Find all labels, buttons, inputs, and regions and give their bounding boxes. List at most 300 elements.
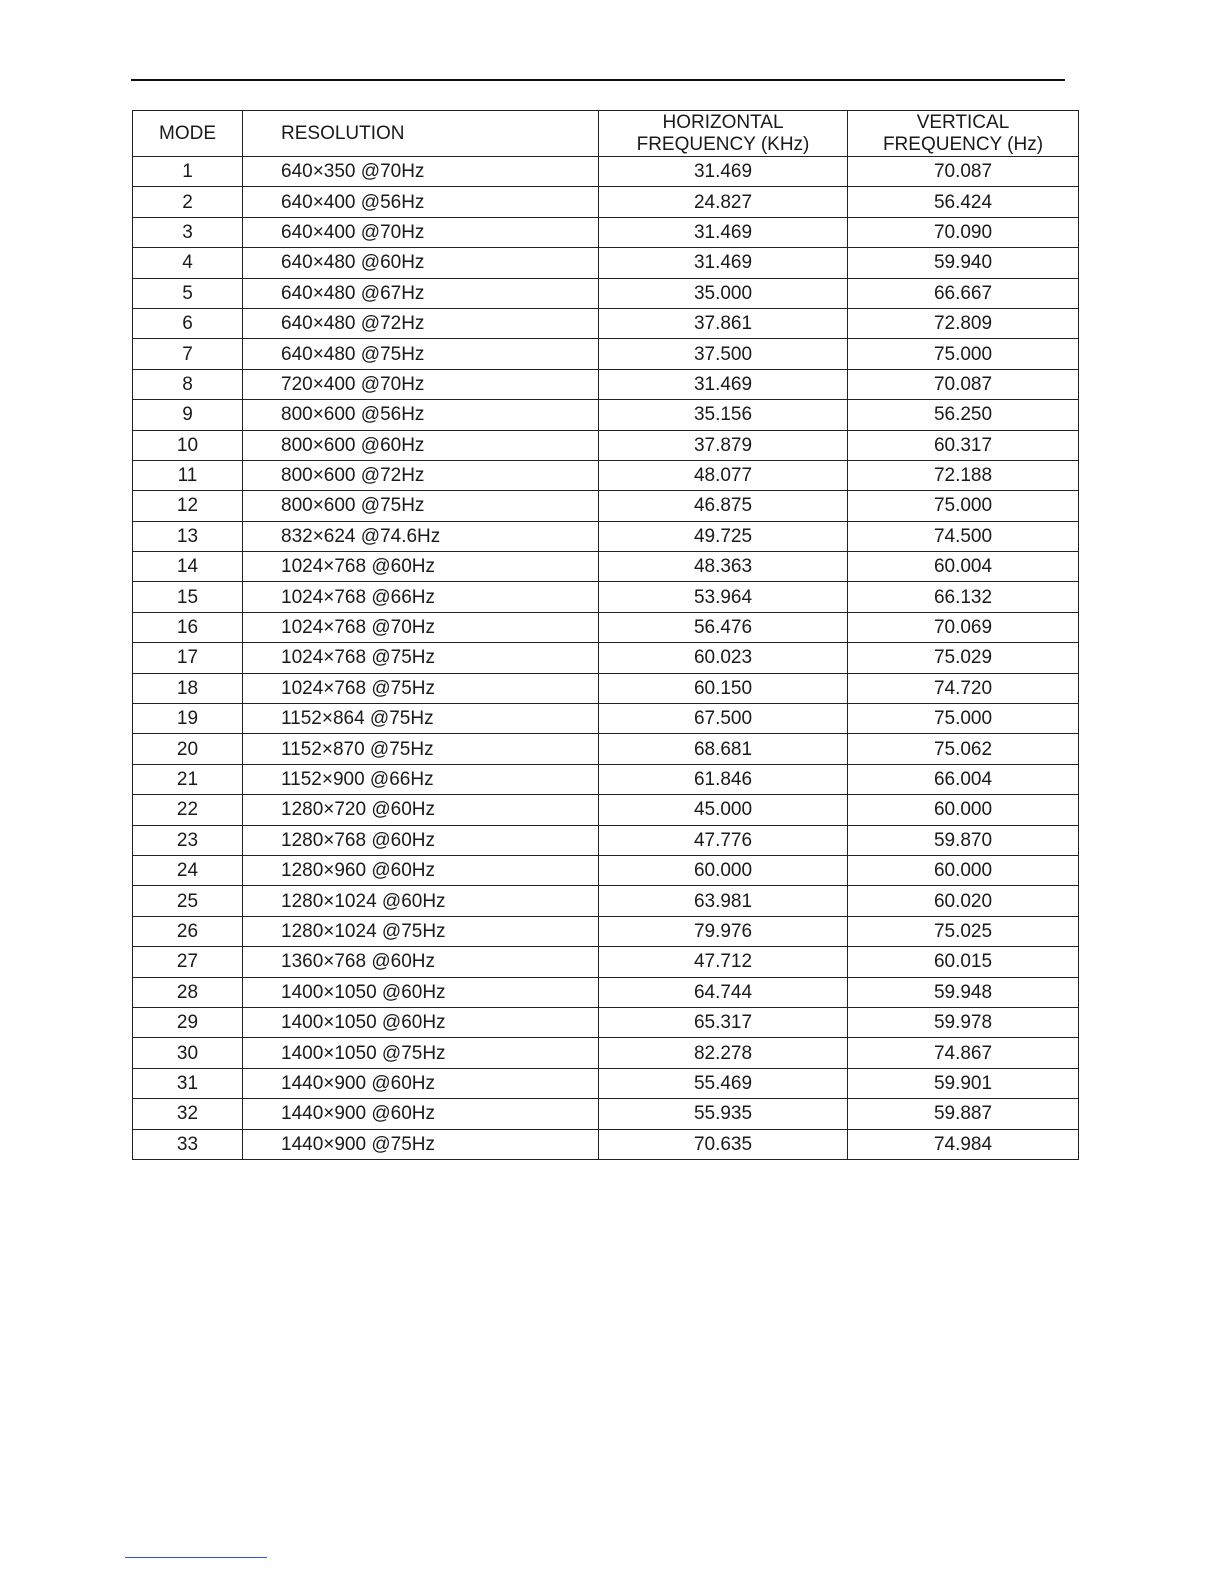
mode-cell-text: 9	[182, 404, 193, 426]
mode-cell-text: 21	[176, 769, 199, 790]
resolution-cell	[243, 673, 599, 703]
header-horizontal-line2: FREQUENCY (KHz)	[636, 133, 810, 155]
mode-cell-text: 15	[176, 586, 199, 608]
mode-cell	[133, 248, 243, 278]
mode-cell	[133, 825, 243, 855]
table-row	[133, 795, 1079, 825]
resolution-cell-text: 800×600 @75Hz	[281, 495, 425, 517]
vertical-frequency-cell	[848, 825, 1079, 855]
resolution-cell	[243, 369, 599, 399]
resolution-cell-text: 1400×1050 @60Hz	[281, 981, 446, 1003]
resolution-cell-text: 1280×720 @60Hz	[281, 799, 435, 821]
resolution-cell	[243, 886, 599, 916]
mode-cell-text: 27	[176, 951, 199, 973]
mode-cell-text: 14	[176, 556, 199, 578]
table-row	[133, 521, 1079, 551]
table-row	[133, 248, 1079, 278]
horizontal-frequency-cell-text: 31.469	[693, 373, 753, 395]
footer-link-underline	[125, 1557, 267, 1558]
horizontal-frequency-cell	[599, 947, 848, 977]
horizontal-frequency-cell-text: 65.317	[693, 1012, 753, 1034]
horizontal-frequency-cell	[599, 278, 848, 308]
vertical-frequency-cell-text: 75.000	[933, 343, 993, 365]
table-row	[133, 1007, 1079, 1037]
mode-cell	[133, 1068, 243, 1098]
resolution-cell	[243, 217, 599, 247]
mode-cell-text: 23	[176, 829, 199, 851]
resolution-cell	[243, 612, 599, 642]
table-row	[133, 886, 1079, 916]
resolution-cell-text: 1440×900 @60Hz	[281, 1072, 435, 1094]
vertical-frequency-cell-text: 56.424	[933, 191, 993, 213]
resolution-cell	[243, 278, 599, 308]
mode-cell	[133, 916, 243, 946]
vertical-frequency-cell-text: 59.870	[933, 829, 993, 851]
vertical-frequency-cell-text: 70.087	[933, 161, 993, 183]
vertical-frequency-cell-text: 60.015	[933, 951, 993, 973]
resolution-cell	[243, 1129, 599, 1159]
vertical-frequency-cell	[848, 1129, 1079, 1159]
mode-cell-text: 22	[176, 799, 199, 821]
resolution-cell-text: 640×480 @60Hz	[281, 252, 425, 274]
mode-cell-text: 13	[176, 525, 199, 547]
mode-cell-text: 32	[176, 1103, 199, 1125]
horizontal-frequency-cell	[599, 795, 848, 825]
resolution-cell-text: 1152×864 @75Hz	[281, 708, 434, 730]
horizontal-frequency-cell	[599, 1038, 848, 1068]
horizontal-frequency-cell	[599, 369, 848, 399]
table-row	[133, 552, 1079, 582]
vertical-frequency-cell-text: 70.087	[933, 373, 993, 395]
horizontal-frequency-cell	[599, 521, 848, 551]
horizontal-frequency-cell-text: 31.469	[693, 252, 753, 274]
resolution-cell	[243, 734, 599, 764]
horizontal-frequency-cell-text: 24.827	[693, 191, 753, 213]
horizontal-frequency-cell-text: 55.935	[693, 1103, 753, 1125]
table-header	[133, 111, 1079, 157]
vertical-frequency-cell-text: 60.000	[933, 799, 993, 821]
mode-cell	[133, 278, 243, 308]
mode-cell	[133, 157, 243, 187]
vertical-frequency-cell	[848, 1038, 1079, 1068]
mode-cell	[133, 795, 243, 825]
table-row	[133, 855, 1079, 885]
horizontal-frequency-cell-text: 61.846	[693, 769, 753, 790]
vertical-frequency-cell	[848, 764, 1079, 794]
mode-cell	[133, 643, 243, 673]
mode-cell	[133, 339, 243, 369]
vertical-frequency-cell-text: 74.867	[933, 1042, 993, 1064]
table-row	[133, 369, 1079, 399]
horizontal-frequency-cell-text: 67.500	[693, 708, 753, 730]
horizontal-frequency-cell	[599, 552, 848, 582]
vertical-frequency-cell-text: 60.020	[933, 890, 993, 912]
table-row	[133, 612, 1079, 642]
vertical-frequency-cell-text: 60.004	[933, 556, 993, 578]
mode-cell	[133, 855, 243, 885]
mode-cell-text: 30	[176, 1042, 199, 1064]
resolution-cell-text: 640×480 @75Hz	[281, 343, 425, 365]
table-row	[133, 460, 1079, 490]
mode-cell	[133, 217, 243, 247]
mode-cell	[133, 491, 243, 521]
table-row	[133, 734, 1079, 764]
horizontal-frequency-cell-text: 48.363	[693, 556, 753, 578]
resolution-cell	[243, 855, 599, 885]
resolution-cell	[243, 947, 599, 977]
table-row	[133, 1099, 1079, 1129]
vertical-frequency-cell	[848, 734, 1079, 764]
table-row	[133, 157, 1079, 187]
table-row	[133, 947, 1079, 977]
vertical-frequency-cell-text: 72.188	[933, 465, 993, 487]
resolution-cell-text: 832×624 @74.6Hz	[281, 525, 441, 547]
table-row	[133, 643, 1079, 673]
mode-cell	[133, 612, 243, 642]
mode-cell-text: 26	[176, 920, 199, 942]
mode-cell-text: 17	[176, 647, 199, 669]
horizontal-frequency-cell-text: 60.023	[693, 647, 753, 669]
resolution-cell	[243, 430, 599, 460]
header-resolution	[243, 111, 599, 157]
table-row	[133, 491, 1079, 521]
vertical-frequency-cell-text: 66.004	[933, 769, 993, 790]
resolution-cell-text: 1024×768 @75Hz	[281, 677, 435, 699]
horizontal-frequency-cell	[599, 1007, 848, 1037]
header-vertical-frequency	[848, 111, 1079, 157]
horizontal-frequency-cell-text: 45.000	[693, 799, 753, 821]
resolution-cell-text: 1024×768 @66Hz	[281, 586, 435, 608]
resolution-cell-text: 1280×1024 @75Hz	[281, 920, 446, 942]
resolution-cell-text: 1280×1024 @60Hz	[281, 890, 446, 912]
table-row	[133, 916, 1079, 946]
resolution-cell	[243, 1099, 599, 1129]
mode-cell	[133, 460, 243, 490]
table-body	[133, 157, 1079, 1160]
resolution-cell-text: 1280×960 @60Hz	[281, 860, 435, 882]
horizontal-frequency-cell	[599, 855, 848, 885]
vertical-frequency-cell	[848, 582, 1079, 612]
mode-cell-text: 8	[182, 373, 193, 395]
vertical-frequency-cell-text: 60.317	[933, 434, 993, 456]
horizontal-frequency-cell-text: 70.635	[693, 1133, 753, 1155]
mode-cell-text: 6	[182, 313, 193, 335]
vertical-frequency-cell	[848, 855, 1079, 885]
vertical-frequency-cell	[848, 187, 1079, 217]
header-horizontal-line1: HORIZONTAL	[662, 111, 784, 133]
horizontal-frequency-cell	[599, 582, 848, 612]
header-rule	[131, 79, 1065, 81]
mode-cell-text: 1	[182, 161, 193, 183]
vertical-frequency-cell	[848, 1099, 1079, 1129]
table-row	[133, 308, 1079, 338]
vertical-frequency-cell	[848, 1007, 1079, 1037]
resolution-cell	[243, 460, 599, 490]
resolution-cell	[243, 643, 599, 673]
display-modes-table	[132, 110, 1079, 1160]
mode-cell-text: 2	[182, 191, 193, 213]
vertical-frequency-cell	[848, 552, 1079, 582]
resolution-cell-text: 1024×768 @75Hz	[281, 647, 435, 669]
resolution-cell-text: 1440×900 @75Hz	[281, 1133, 435, 1155]
resolution-cell	[243, 764, 599, 794]
resolution-cell	[243, 582, 599, 612]
horizontal-frequency-cell	[599, 704, 848, 734]
table-row	[133, 704, 1079, 734]
vertical-frequency-cell-text: 59.948	[933, 981, 993, 1003]
mode-cell-text: 19	[176, 708, 199, 730]
vertical-frequency-cell-text: 75.029	[933, 647, 993, 669]
mode-cell-text: 18	[176, 677, 199, 699]
mode-cell-text: 3	[182, 221, 193, 243]
resolution-cell	[243, 704, 599, 734]
resolution-cell-text: 800×600 @56Hz	[281, 404, 425, 426]
vertical-frequency-cell	[848, 886, 1079, 916]
resolution-cell	[243, 400, 599, 430]
resolution-cell-text: 800×600 @72Hz	[281, 465, 425, 487]
horizontal-frequency-cell-text: 68.681	[693, 738, 753, 760]
vertical-frequency-cell	[848, 795, 1079, 825]
horizontal-frequency-cell-text: 82.278	[693, 1042, 753, 1064]
mode-cell-text: 33	[176, 1133, 199, 1155]
resolution-cell	[243, 552, 599, 582]
horizontal-frequency-cell	[599, 886, 848, 916]
vertical-frequency-cell	[848, 369, 1079, 399]
table-row	[133, 1129, 1079, 1159]
mode-cell	[133, 1129, 243, 1159]
mode-cell	[133, 521, 243, 551]
table-row	[133, 400, 1079, 430]
table-row	[133, 825, 1079, 855]
resolution-cell	[243, 1068, 599, 1098]
vertical-frequency-cell	[848, 673, 1079, 703]
mode-cell-text: 25	[176, 890, 199, 912]
horizontal-frequency-cell-text: 48.077	[693, 465, 753, 487]
resolution-cell-text: 1440×900 @60Hz	[281, 1103, 435, 1125]
resolution-cell	[243, 248, 599, 278]
vertical-frequency-cell	[848, 430, 1079, 460]
mode-cell-text: 28	[176, 981, 199, 1003]
table-row	[133, 1068, 1079, 1098]
horizontal-frequency-cell	[599, 916, 848, 946]
horizontal-frequency-cell-text: 31.469	[693, 161, 753, 183]
horizontal-frequency-cell	[599, 1099, 848, 1129]
resolution-cell-text: 1360×768 @60Hz	[281, 951, 435, 973]
resolution-cell-text: 1400×1050 @75Hz	[281, 1042, 446, 1064]
horizontal-frequency-cell-text: 55.469	[693, 1072, 753, 1094]
vertical-frequency-cell-text: 70.069	[933, 617, 993, 639]
vertical-frequency-cell	[848, 977, 1079, 1007]
resolution-cell-text: 1280×768 @60Hz	[281, 829, 435, 851]
mode-cell-text: 20	[176, 738, 199, 760]
mode-cell-text: 12	[176, 495, 199, 517]
horizontal-frequency-cell	[599, 430, 848, 460]
horizontal-frequency-cell-text: 79.976	[693, 920, 753, 942]
vertical-frequency-cell	[848, 947, 1079, 977]
mode-cell	[133, 308, 243, 338]
horizontal-frequency-cell	[599, 643, 848, 673]
vertical-frequency-cell-text: 74.984	[933, 1133, 993, 1155]
horizontal-frequency-cell	[599, 1068, 848, 1098]
resolution-cell-text: 1400×1050 @60Hz	[281, 1012, 446, 1034]
vertical-frequency-cell-text: 66.667	[933, 282, 993, 304]
vertical-frequency-cell-text: 74.720	[933, 677, 993, 699]
resolution-cell	[243, 157, 599, 187]
mode-cell	[133, 1099, 243, 1129]
vertical-frequency-cell	[848, 643, 1079, 673]
horizontal-frequency-cell	[599, 491, 848, 521]
vertical-frequency-cell-text: 72.809	[933, 313, 993, 335]
resolution-cell-text: 640×400 @56Hz	[281, 191, 425, 213]
vertical-frequency-cell	[848, 1068, 1079, 1098]
resolution-cell-text: 640×350 @70Hz	[281, 161, 425, 183]
mode-cell-text: 29	[176, 1012, 199, 1034]
resolution-cell	[243, 308, 599, 338]
horizontal-frequency-cell	[599, 217, 848, 247]
table-row	[133, 1038, 1079, 1068]
resolution-cell	[243, 825, 599, 855]
mode-cell-text: 24	[176, 860, 199, 882]
table-row	[133, 187, 1079, 217]
vertical-frequency-cell	[848, 612, 1079, 642]
resolution-cell-text: 1024×768 @70Hz	[281, 617, 435, 639]
mode-cell-text: 11	[177, 465, 198, 487]
horizontal-frequency-cell	[599, 157, 848, 187]
resolution-cell-text: 640×480 @72Hz	[281, 313, 425, 335]
table-row	[133, 278, 1079, 308]
vertical-frequency-cell	[848, 916, 1079, 946]
table-row	[133, 673, 1079, 703]
header-row	[133, 111, 1079, 157]
mode-cell	[133, 1038, 243, 1068]
horizontal-frequency-cell	[599, 400, 848, 430]
horizontal-frequency-cell	[599, 673, 848, 703]
mode-cell-text: 10	[176, 434, 199, 456]
resolution-cell	[243, 977, 599, 1007]
header-mode	[133, 111, 243, 157]
vertical-frequency-cell-text: 60.000	[933, 860, 993, 882]
mode-cell	[133, 400, 243, 430]
header-mode-label: MODE	[159, 122, 216, 144]
mode-cell	[133, 430, 243, 460]
vertical-frequency-cell-text: 75.062	[933, 738, 993, 760]
horizontal-frequency-cell-text: 56.476	[693, 617, 753, 639]
vertical-frequency-cell-text: 75.000	[933, 495, 993, 517]
horizontal-frequency-cell	[599, 612, 848, 642]
vertical-frequency-cell	[848, 400, 1079, 430]
horizontal-frequency-cell-text: 47.776	[693, 829, 753, 851]
resolution-cell	[243, 795, 599, 825]
header-resolution-label: RESOLUTION	[281, 122, 405, 144]
mode-cell	[133, 704, 243, 734]
horizontal-frequency-cell	[599, 308, 848, 338]
vertical-frequency-cell	[848, 308, 1079, 338]
resolution-cell	[243, 491, 599, 521]
vertical-frequency-cell	[848, 217, 1079, 247]
mode-cell	[133, 552, 243, 582]
table-row	[133, 977, 1079, 1007]
vertical-frequency-cell-text: 59.887	[933, 1103, 993, 1125]
mode-cell-text: 4	[182, 252, 193, 274]
vertical-frequency-cell	[848, 278, 1079, 308]
horizontal-frequency-cell-text: 31.469	[693, 221, 753, 243]
resolution-cell-text: 640×400 @70Hz	[281, 221, 425, 243]
mode-cell-text: 16	[176, 617, 199, 639]
vertical-frequency-cell	[848, 157, 1079, 187]
resolution-cell-text: 720×400 @70Hz	[281, 373, 425, 395]
horizontal-frequency-cell	[599, 977, 848, 1007]
header-vertical-line1: VERTICAL	[916, 111, 1010, 133]
resolution-cell	[243, 187, 599, 217]
resolution-cell	[243, 521, 599, 551]
horizontal-frequency-cell-text: 46.875	[693, 495, 753, 517]
table-row	[133, 582, 1079, 612]
vertical-frequency-cell-text: 70.090	[933, 221, 993, 243]
horizontal-frequency-cell	[599, 1129, 848, 1159]
resolution-cell	[243, 1038, 599, 1068]
horizontal-frequency-cell-text: 35.156	[693, 404, 753, 426]
resolution-cell-text: 1024×768 @60Hz	[281, 556, 435, 578]
horizontal-frequency-cell	[599, 187, 848, 217]
horizontal-frequency-cell	[599, 734, 848, 764]
vertical-frequency-cell-text: 74.500	[933, 525, 993, 547]
mode-cell	[133, 369, 243, 399]
horizontal-frequency-cell	[599, 460, 848, 490]
horizontal-frequency-cell-text: 37.500	[693, 343, 753, 365]
vertical-frequency-cell	[848, 248, 1079, 278]
horizontal-frequency-cell-text: 64.744	[693, 981, 753, 1003]
table-row	[133, 764, 1079, 794]
vertical-frequency-cell	[848, 460, 1079, 490]
mode-cell-text: 31	[176, 1072, 199, 1094]
vertical-frequency-cell-text: 59.940	[933, 252, 993, 274]
horizontal-frequency-cell-text: 37.879	[693, 434, 753, 456]
mode-cell	[133, 1007, 243, 1037]
header-horizontal-frequency	[599, 111, 848, 157]
vertical-frequency-cell-text: 66.132	[933, 586, 993, 608]
horizontal-frequency-cell	[599, 339, 848, 369]
vertical-frequency-cell-text: 59.901	[933, 1072, 993, 1094]
vertical-frequency-cell-text: 75.000	[933, 708, 993, 730]
mode-cell	[133, 764, 243, 794]
vertical-frequency-cell	[848, 704, 1079, 734]
vertical-frequency-cell-text: 75.025	[933, 920, 993, 942]
vertical-frequency-cell	[848, 521, 1079, 551]
horizontal-frequency-cell	[599, 825, 848, 855]
horizontal-frequency-cell-text: 60.000	[693, 860, 753, 882]
resolution-cell-text: 800×600 @60Hz	[281, 434, 425, 456]
mode-cell	[133, 977, 243, 1007]
mode-cell	[133, 734, 243, 764]
horizontal-frequency-cell-text: 35.000	[693, 282, 753, 304]
horizontal-frequency-cell	[599, 764, 848, 794]
table-row	[133, 217, 1079, 247]
resolution-cell	[243, 916, 599, 946]
mode-cell	[133, 187, 243, 217]
resolution-cell-text: 1152×900 @66Hz	[281, 769, 434, 790]
resolution-cell	[243, 1007, 599, 1037]
mode-cell	[133, 673, 243, 703]
mode-cell	[133, 886, 243, 916]
horizontal-frequency-cell-text: 37.861	[693, 313, 753, 335]
horizontal-frequency-cell	[599, 248, 848, 278]
table-row	[133, 339, 1079, 369]
horizontal-frequency-cell-text: 60.150	[693, 677, 753, 699]
vertical-frequency-cell	[848, 339, 1079, 369]
mode-cell	[133, 582, 243, 612]
vertical-frequency-cell	[848, 491, 1079, 521]
horizontal-frequency-cell-text: 49.725	[693, 525, 753, 547]
